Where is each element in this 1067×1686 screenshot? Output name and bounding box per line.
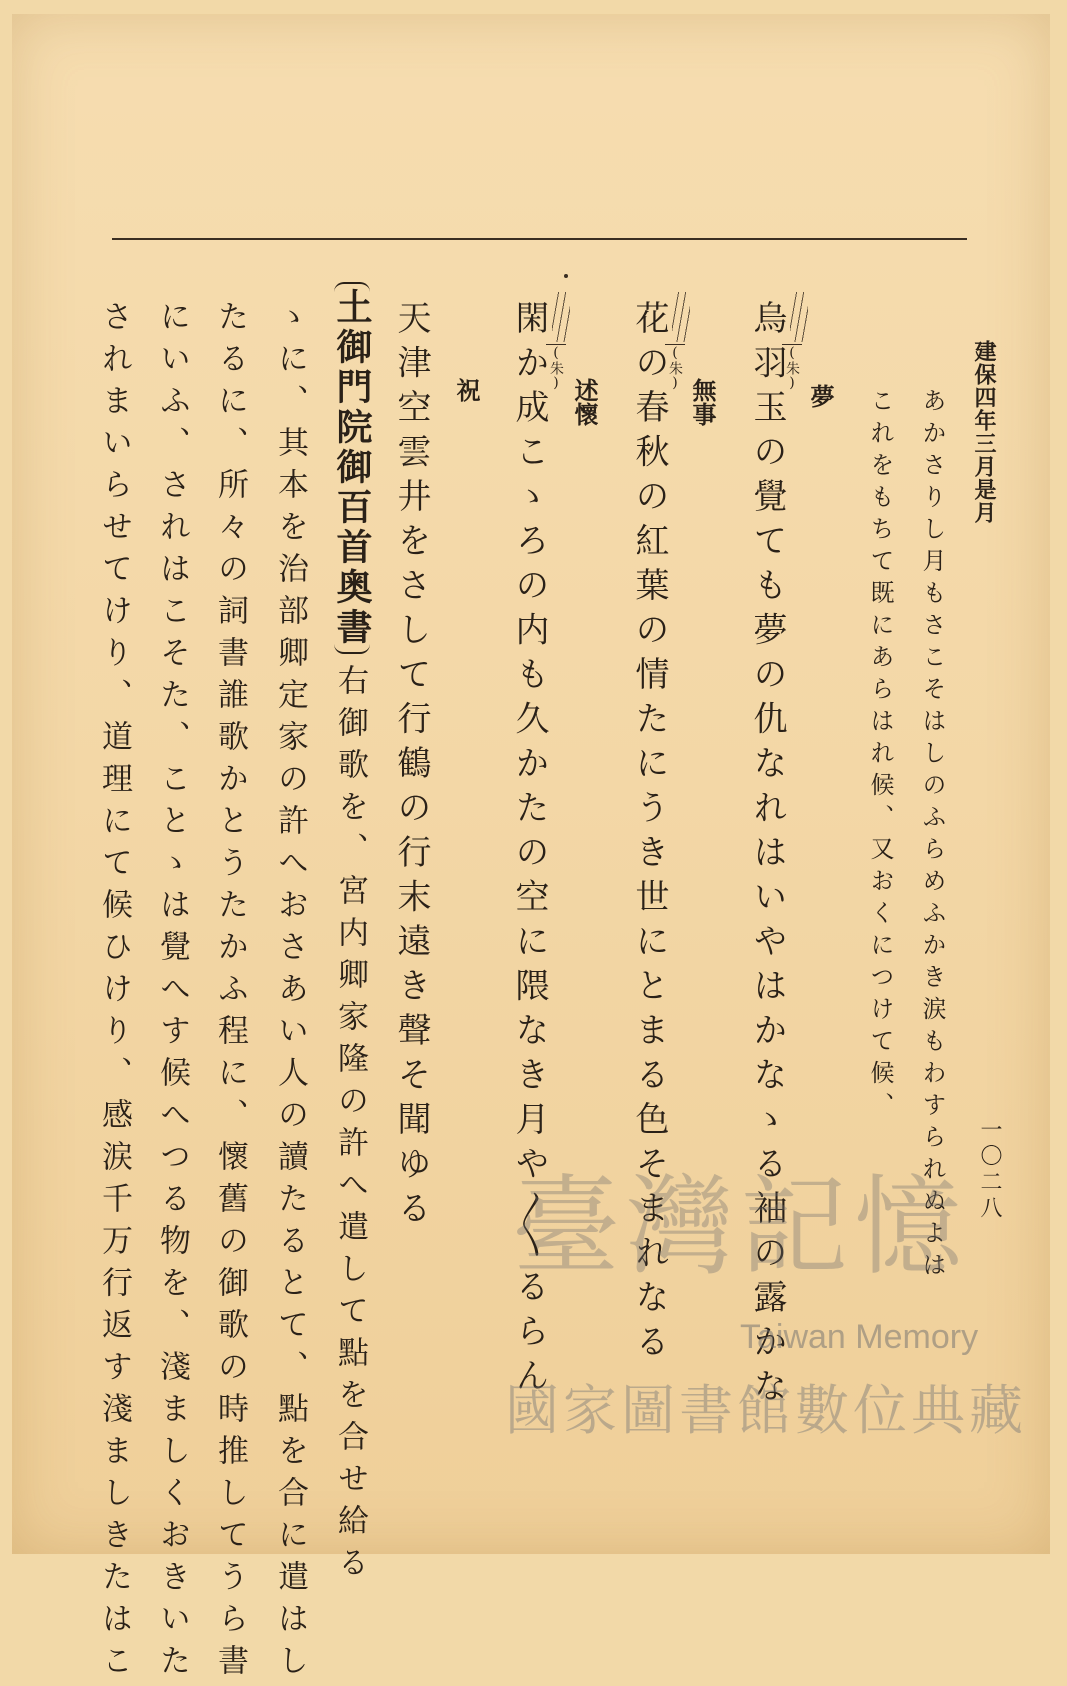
- poem-label-jukkai: 述懷: [570, 378, 599, 426]
- poem-text-4: 天津空雲井をさして行鶴の行末遠き聲そ聞ゆる: [391, 300, 431, 1235]
- colophon-title: 土御門院御百首奥書: [334, 282, 370, 654]
- poem-label-yume: 夢: [806, 384, 835, 408]
- watermark-chinese: 國家圖書館數位典藏: [505, 1379, 1027, 1442]
- colophon-line-4: にいふ、されはこそた、ことゝは覺へす候へつる物を、淺ましくおきいた: [154, 300, 190, 1686]
- colophon-line-1: 右御歌を、宮内卿家隆の許へ遣して點を合せ給る: [332, 664, 368, 1588]
- poem-text-2: 花の春秋の紅葉の情たにうき世にとまる色そまれなる: [629, 300, 669, 1368]
- page-number: 一〇二八: [977, 1118, 1002, 1222]
- check-mark: [672, 292, 690, 342]
- red-mark: (朱): [548, 345, 564, 391]
- red-mark: (朱): [784, 345, 800, 391]
- header-date: 建保四年三月是月: [971, 340, 997, 524]
- poem-text-3: 閑か成こゝろの内も久かたの空に隈なき月や〳〵るらん: [509, 300, 549, 1402]
- check-mark: [790, 292, 808, 342]
- watermark-english: Taiwan Memory: [740, 1318, 979, 1356]
- dot-mark: [564, 274, 568, 278]
- note-line-1: あかさりし月もさこそはしのふらめふかき涙もわすられぬよは: [918, 388, 946, 1284]
- top-rule: [112, 238, 967, 240]
- poem-label-buji: 無事: [688, 378, 717, 426]
- colophon-line-3: たるに、所々の詞書誰歌かとうたかふ程に、懷舊の御歌の時推してうら書: [212, 300, 248, 1686]
- red-mark: (朱): [667, 345, 683, 391]
- check-mark: [552, 292, 570, 342]
- note-line-2: これをもちて既にあらはれ候、又おくにつけて候、: [866, 388, 894, 1124]
- colophon-line-2: ゝに、其本を治部卿定家の許へおさあい人の讀たるとて、點を合に遣はし: [272, 300, 308, 1686]
- poem-text-1: 烏羽玉の覺ても夢の仇なれはいやはかなゝる袖の露かな: [747, 300, 787, 1413]
- watermark-logo: 臺灣記憶: [512, 1165, 969, 1290]
- colophon-line-5: されまいらせてけり、道理にて候ひけり、感涙千万行返す淺ましきたはこ: [96, 300, 132, 1686]
- poem-label-iwai: 祝: [452, 378, 481, 402]
